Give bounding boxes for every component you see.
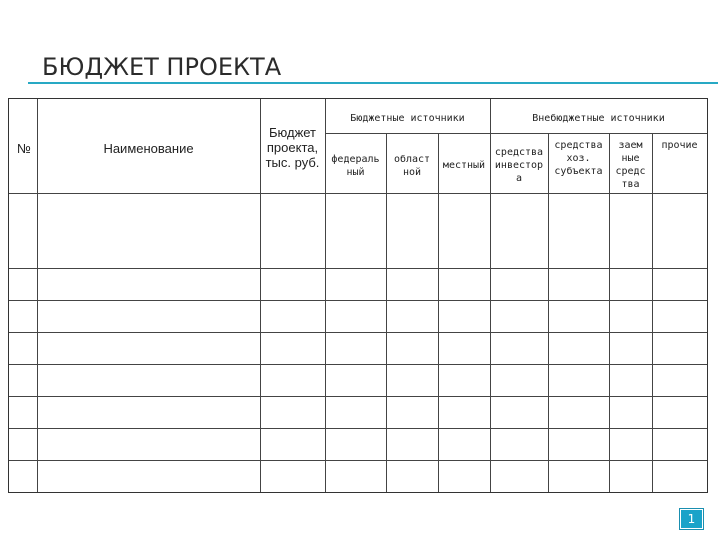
page-title: БЮДЖЕТ ПРОЕКТА (42, 53, 282, 81)
column-divider (438, 133, 439, 492)
header-name: Наименование (103, 141, 194, 156)
page-number: 1 (681, 510, 702, 528)
row-divider (9, 300, 707, 301)
column-divider (548, 133, 549, 492)
row-divider (9, 332, 707, 333)
header-other: прочие (661, 140, 698, 151)
header-investor: средства инвестор а (494, 147, 544, 184)
group-header-divider (325, 133, 707, 134)
header-local: местный (442, 160, 486, 171)
header-budget-sources: Бюджетные источники (350, 113, 465, 124)
column-divider (652, 133, 653, 492)
header-bottom-line (9, 193, 707, 194)
row-divider (9, 460, 707, 461)
header-regional: област ной (393, 154, 431, 178)
row-divider (9, 268, 707, 269)
header-number: № (17, 141, 31, 156)
header-extra-budget-sources: Внебюджетные источники (532, 113, 665, 124)
row-divider (9, 364, 707, 365)
row-divider (9, 396, 707, 397)
title-underline (28, 82, 718, 84)
header-budget: Бюджет проекта, тыс. руб. (265, 125, 320, 170)
column-divider (37, 99, 38, 492)
page-number-badge (679, 508, 704, 530)
header-entity: средства хоз. субъекта (554, 140, 603, 177)
header-loans: заем ные средс тва (615, 140, 646, 190)
column-divider (386, 133, 387, 492)
row-divider (9, 428, 707, 429)
header-federal: федераль ный (331, 154, 380, 178)
budget-table (8, 98, 708, 493)
